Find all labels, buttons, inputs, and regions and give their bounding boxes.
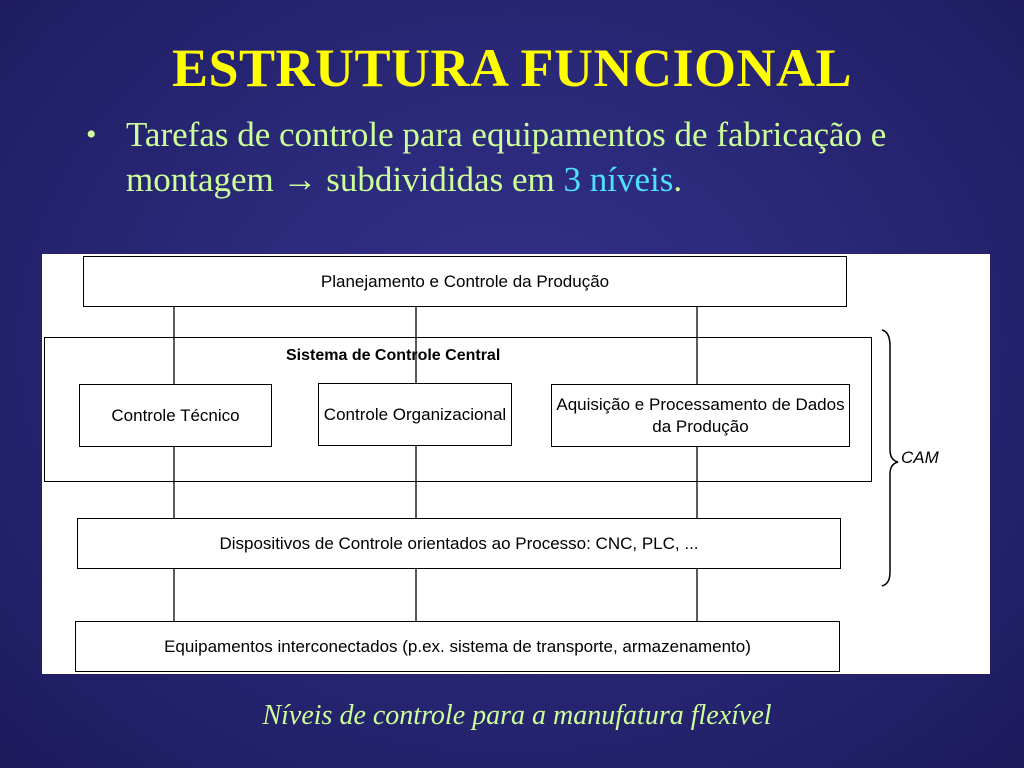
data-acquisition-box: Aquisição e Processamento de Dados da Produção — [551, 384, 850, 447]
bullet-highlight: 3 níveis — [563, 160, 674, 199]
bullet-dot-icon: • — [86, 118, 97, 151]
interconnected-equipment-box: Equipamentos interconectados (p.ex. sistema de transporte, armazenamento) — [75, 621, 840, 672]
bullet-text — [126, 112, 926, 202]
bullet-text-middle: subdivididas em — [317, 160, 564, 199]
cam-label: CAM — [901, 448, 939, 467]
bullet-text-start: Tarefas de controle para equipamentos de fabricação e montagem — [126, 115, 887, 199]
slide-title: ESTRUTURA FUNCIONAL — [171, 38, 853, 98]
diagram-caption: Níveis de controle para a manufatura flexível — [262, 700, 772, 731]
technical-control-box: Controle Técnico — [79, 384, 272, 447]
organizational-control-box: Controle Organizacional — [318, 383, 512, 446]
planning-control-box: Planejamento e Controle da Produção — [83, 256, 847, 307]
control-levels-diagram — [42, 254, 990, 674]
bullet-text-end: . — [673, 160, 683, 199]
cam-brace-icon — [882, 330, 898, 586]
process-control-devices-box: Dispositivos de Controle orientados ao Processo: CNC, PLC, ... — [77, 518, 841, 569]
arrow-icon: → — [282, 160, 318, 199]
central-control-label: Sistema de Controle Central — [286, 347, 501, 364]
